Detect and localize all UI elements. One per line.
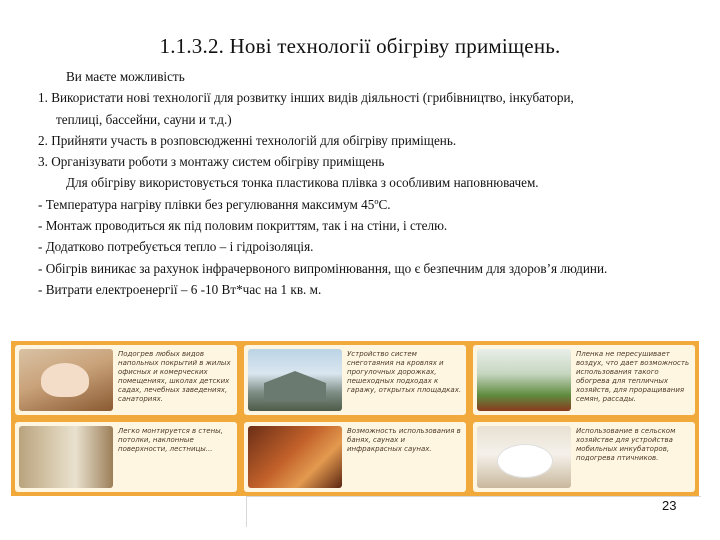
text-line: - Монтаж проводиться як під половим покриттям, так і на стіни, і стелю. — [38, 218, 448, 234]
text-line: 3. Організувати роботи з монтажу систем обігріву приміщень — [38, 154, 385, 170]
card-caption: Использование в сельском хозяйстве для устройства мобильных инкубаторов, подогрева птичников. — [576, 427, 676, 462]
footer-frame — [246, 496, 701, 527]
baby-on-floor-photo — [19, 349, 113, 411]
house-roof-photo — [248, 349, 342, 411]
application-card — [473, 345, 695, 415]
page-number: 23 — [662, 498, 677, 513]
card-caption: Подогрев любых видов напольных покрытий в жилых офисных и комерческих помещениях, школах детских садах, лечебных заведениях, санаториях. — [118, 350, 231, 403]
card-caption: Легко монтируется в стены, потолки, наклонные поверхности, лестницы... — [118, 427, 223, 453]
sauna-photo — [248, 426, 342, 488]
text-line: - Обігрів виникає за рахунок інфрачервоного випромінювання, що є безпечним для здоров’я людини. — [38, 260, 608, 276]
text-line: - Температура нагріву плівки без регулювання максимум 45ºС. — [38, 196, 391, 212]
card-caption: Устройство систем снеготаяния на кровлях и прогулочных дорожках, пешеходных подходах к гаражу, открытых площадках. — [347, 350, 462, 394]
slide-title: 1.1.3.2. Нові технології обігріву приміщень. — [159, 34, 561, 58]
card-caption: Пленка не пересушивает воздух, что дает возможность использования такого обогрева для тепличных хозяйств, для проращивания семян, рассады. — [576, 350, 690, 403]
text-line: 2. Прийняти участь в розповсюдженні технологій для обігріву приміщень. — [38, 132, 457, 148]
text-line: Ви маєте можливість — [66, 69, 185, 84]
text-line: 1. Використати нові технології для розвитку інших видів діяльності (грибівництво, інкубатори, — [38, 90, 574, 106]
application-card — [244, 422, 466, 492]
application-card — [473, 422, 695, 492]
window-room-photo — [19, 426, 113, 488]
slide-body — [38, 66, 708, 300]
applications-image-panel — [11, 341, 699, 496]
application-card — [15, 422, 237, 492]
greenhouse-photo — [477, 349, 571, 411]
application-card — [15, 345, 237, 415]
card-caption: Возможность использования в банях, саунах и инфракрасных саунах. — [347, 427, 461, 453]
text-line: - Витрати електроенергії – 6 -10 Вт*час на 1 кв. м. — [38, 281, 322, 297]
text-line: - Додатково потребується тепло – і гідроізоляція. — [38, 239, 314, 255]
hens-photo — [477, 426, 571, 488]
text-line: Для обігріву використовується тонка пластикова плівка з особливим наповнювачем. — [66, 175, 539, 191]
text-line: теплиці, бассейни, сауни и т.д.) — [56, 111, 232, 127]
application-card — [244, 345, 466, 415]
